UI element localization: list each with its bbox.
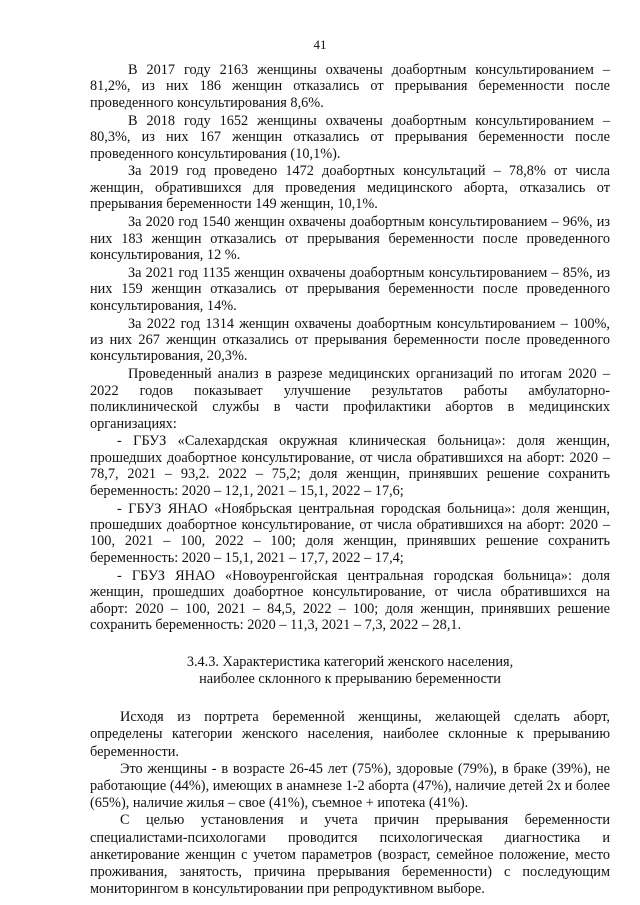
paragraph-analysis: Проведенный анализ в разрезе медицинских организаций по итогам 2020 – 2022 годов показывает улучшение результатов работы амбулаторно-поликлинической службы в части профилактики абортов в медицинских организациях: <box>90 366 610 432</box>
section-paragraph-portrait: Исходя из портрета беременной женщины, желающей сделать аборт, определены категории женского населения, наиболее склонные к прерыванию беременности. <box>90 709 610 760</box>
section-heading-line2: наиболее склонного к прерыванию беременности <box>199 670 501 687</box>
section-heading-line1: 3.4.3. Характеристика категорий женского населения, <box>186 654 514 671</box>
document-body <box>90 62 610 898</box>
list-item-salekhard: - ГБУЗ «Салехардская окружная клиническая больница»: доля женщин, прошедших доабортное консультирование, от числа обратившихся на аборт: 2020 – 78,7, 2021 – 93,2. 2022 – 75,2; доля женщин, принявших решение сохранить беременность: 2020 – 12,1, 2021 – 15,1, 2022 – 17,6; <box>90 433 610 499</box>
list-item-noyabrsk: - ГБУЗ ЯНАО «Ноябрьская центральная городская больница»: доля женщин, прошедших доабортное консультирование, от числа обратившихся на аборт: 2020 – 100, 2021 – 100, 2022 – 100; доля женщин, принявших решение сохранить беременность: 2020 – 15,1, 2021 – 17,7, 2022 – 17,4; <box>90 500 610 566</box>
section-paragraph-diagnostics: С целью установления и учета причин прерывания беременности специалистами-психологами проводится психологическая диагностика и анкетирование женщин с учетом параметров (возраст, семейное положение, место проживания, занятость, причина прерывания беременности) с последующим мониторингом в консультировании при репродуктивном выборе. <box>90 812 610 898</box>
section-paragraph-categories: Это женщины - в возрасте 26-45 лет (75%), здоровые (79%), в браке (39%), не работающие (44%), имеющих в анамнезе 1-2 аборта (47%), наличие детей 2х и более (65%), наличие жилья – свое (41%), съемное + ипотека (41%). <box>90 760 610 812</box>
paragraph-2021: За 2021 год 1135 женщин охвачены доабортным консультированием – 85%, из них 159 женщин отказались от прерывания беременности после проведенного консультирования, 14%. <box>90 264 610 314</box>
paragraph-2018: В 2018 году 1652 женщины охвачены доабортным консультированием – 80,3%, из них 167 женщин отказались от прерывания беременности после проведенного консультирования (10,1%). <box>90 112 610 162</box>
paragraph-2020: За 2020 год 1540 женщин охвачены доабортным консультированием – 96%, из них 183 женщин отказались от прерывания беременности после проведенного консультирования, 12 %. <box>90 214 610 263</box>
paragraph-2019: За 2019 год проведено 1472 доабортных консультаций – 78,8% от числа женщин, обратившихся для проведения медицинского аборта, отказались от прерывания беременности 149 женщин, 10,1%. <box>90 163 610 213</box>
section-heading <box>90 654 610 687</box>
page-number: 41 <box>313 37 327 52</box>
section-body <box>90 709 610 898</box>
list-item-novy-urengoy: - ГБУЗ ЯНАО «Новоуренгойская центральная городская больница»: доля женщин, прошедших доабортное консультирование, от числа обратившихся на аборт: 2020 – 100, 2021 – 84,5, 2022 – 100; доля женщин, принявших решение сохранить беременность: 2020 – 11,3, 2021 – 7,3, 2022 – 28,1. <box>90 567 610 633</box>
paragraph-2017: В 2017 году 2163 женщины охвачены доабортным консультированием – 81,2%, из них 186 женщин отказались от прерывания беременности после проведенного консультирования 8,6%. <box>90 62 610 111</box>
paragraph-2022: За 2022 год 1314 женщин охвачены доабортным консультированием – 100%, из них 267 женщин отказались от прерывания беременности после проведенного консультирования, 20,3%. <box>90 315 610 365</box>
